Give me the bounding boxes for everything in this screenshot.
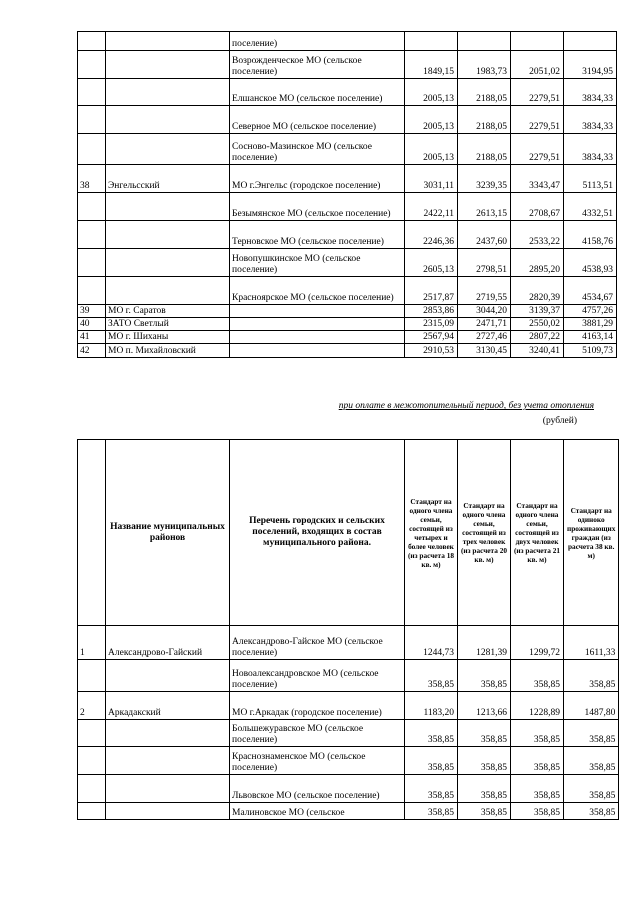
header-standard-four: Стандарт на одного члена семьи, состоящей из четырех и более человек (из расчета 18 кв. м) bbox=[405, 440, 458, 626]
header-standard-three: Стандарт на одного члена семьи, состоящей из трех человек (из расчета 20 кв. м) bbox=[458, 440, 511, 626]
district-name bbox=[106, 747, 230, 775]
standard-three-value: 358,85 bbox=[458, 720, 511, 747]
standard-four-value: 2315,09 bbox=[405, 318, 458, 331]
row-number bbox=[78, 32, 106, 51]
standard-two-value bbox=[511, 32, 564, 51]
standard-two-value: 3343,47 bbox=[511, 165, 564, 193]
standards-table-heated bbox=[77, 31, 617, 358]
table-row bbox=[78, 193, 617, 221]
standard-four-value: 1183,20 bbox=[405, 692, 458, 720]
standard-four-value: 2005,13 bbox=[405, 106, 458, 134]
standard-four-value: 2853,86 bbox=[405, 305, 458, 318]
table-row bbox=[78, 32, 617, 51]
settlement-name: Малиновское МО (сельское bbox=[230, 803, 405, 820]
standard-four-value: 2005,13 bbox=[405, 134, 458, 165]
settlement-name bbox=[230, 305, 405, 318]
table-row bbox=[78, 318, 617, 331]
settlement-name bbox=[230, 318, 405, 331]
table-row bbox=[78, 775, 619, 803]
standard-two-value: 2279,51 bbox=[511, 134, 564, 165]
standard-three-value: 3239,35 bbox=[458, 165, 511, 193]
settlement-name bbox=[230, 331, 405, 344]
table-row bbox=[78, 221, 617, 249]
table-row bbox=[78, 165, 617, 193]
standard-two-value: 2533,22 bbox=[511, 221, 564, 249]
standard-four-value: 358,85 bbox=[405, 720, 458, 747]
row-number: 2 bbox=[78, 692, 106, 720]
settlement-name: Новопушкинское МО (сельское поселение) bbox=[230, 249, 405, 277]
settlement-name: Краснознаменское МО (сельское поселение) bbox=[230, 747, 405, 775]
settlement-name: Сосново-Мазинское МО (сельское поселение) bbox=[230, 134, 405, 165]
settlement-name: Безымянское МО (сельское поселение) bbox=[230, 193, 405, 221]
row-number bbox=[78, 134, 106, 165]
table-row bbox=[78, 106, 617, 134]
table-row bbox=[78, 134, 617, 165]
standard-single-value: 5109,73 bbox=[564, 344, 617, 358]
header-settlements: Перечень городских и сельских поселений, входящих в состав муниципального района. bbox=[230, 440, 405, 626]
table-row bbox=[78, 720, 619, 747]
header-number bbox=[78, 440, 106, 626]
standard-single-value: 4538,93 bbox=[564, 249, 617, 277]
district-name bbox=[106, 221, 230, 249]
standard-two-value: 2708,67 bbox=[511, 193, 564, 221]
standard-four-value: 2605,13 bbox=[405, 249, 458, 277]
settlement-name: Большежуравское МО (сельское поселение) bbox=[230, 720, 405, 747]
standard-two-value: 2550,02 bbox=[511, 318, 564, 331]
standard-single-value: 1487,80 bbox=[564, 692, 619, 720]
district-name: МО п. Михайловский bbox=[106, 344, 230, 358]
district-name: ЗАТО Светлый bbox=[106, 318, 230, 331]
standard-single-value: 4163,14 bbox=[564, 331, 617, 344]
standard-two-value: 2051,02 bbox=[511, 51, 564, 79]
standard-two-value: 358,85 bbox=[511, 775, 564, 803]
header-standard-single: Стандарт на одиноко проживающих граждан (из расчета 38 кв. м) bbox=[564, 440, 619, 626]
standard-three-value: 358,85 bbox=[458, 803, 511, 820]
table-row bbox=[78, 277, 617, 305]
standard-single-value bbox=[564, 32, 617, 51]
district-name bbox=[106, 277, 230, 305]
district-name bbox=[106, 134, 230, 165]
district-name: Энгельсский bbox=[106, 165, 230, 193]
standard-four-value: 2910,53 bbox=[405, 344, 458, 358]
standard-three-value: 1213,66 bbox=[458, 692, 511, 720]
district-name bbox=[106, 79, 230, 106]
standard-three-value: 358,85 bbox=[458, 747, 511, 775]
standard-two-value: 2895,20 bbox=[511, 249, 564, 277]
row-number: 38 bbox=[78, 165, 106, 193]
standard-two-value: 2807,22 bbox=[511, 331, 564, 344]
settlement-name: поселение) bbox=[230, 32, 405, 51]
standard-four-value: 358,85 bbox=[405, 803, 458, 820]
district-name bbox=[106, 51, 230, 79]
table1-body bbox=[78, 32, 617, 358]
district-name bbox=[106, 106, 230, 134]
row-number: 1 bbox=[78, 626, 106, 660]
standard-four-value: 2517,87 bbox=[405, 277, 458, 305]
standard-single-value: 5113,51 bbox=[564, 165, 617, 193]
table2-body bbox=[78, 626, 619, 820]
row-number: 40 bbox=[78, 318, 106, 331]
standard-single-value: 3834,33 bbox=[564, 79, 617, 106]
table-row bbox=[78, 747, 619, 775]
standard-single-value: 358,85 bbox=[564, 775, 619, 803]
standard-three-value: 2471,71 bbox=[458, 318, 511, 331]
standard-two-value: 358,85 bbox=[511, 803, 564, 820]
row-number bbox=[78, 51, 106, 79]
settlement-name: Северное МО (сельское поселение) bbox=[230, 106, 405, 134]
district-name bbox=[106, 660, 230, 692]
row-number: 42 bbox=[78, 344, 106, 358]
standard-three-value: 3130,45 bbox=[458, 344, 511, 358]
standard-two-value: 358,85 bbox=[511, 747, 564, 775]
table-row bbox=[78, 79, 617, 106]
table-row bbox=[78, 344, 617, 358]
table-row bbox=[78, 51, 617, 79]
currency-unit: (рублей) bbox=[542, 416, 577, 426]
row-number bbox=[78, 660, 106, 692]
standard-two-value: 1299,72 bbox=[511, 626, 564, 660]
standard-three-value: 2188,05 bbox=[458, 79, 511, 106]
district-name: Александрово-Гайский bbox=[106, 626, 230, 660]
standard-four-value: 2246,36 bbox=[405, 221, 458, 249]
row-number bbox=[78, 193, 106, 221]
standard-single-value: 3881,29 bbox=[564, 318, 617, 331]
table-row bbox=[78, 692, 619, 720]
standard-three-value: 358,85 bbox=[458, 775, 511, 803]
settlement-name: Краснoярское МО (сельское поселение) bbox=[230, 277, 405, 305]
standard-three-value: 2613,15 bbox=[458, 193, 511, 221]
standard-four-value: 3031,11 bbox=[405, 165, 458, 193]
district-name: Аркадакский bbox=[106, 692, 230, 720]
header-standard-two: Стандарт на одного члена семьи, состоящей из двух человек (из расчета 21 кв. м) bbox=[511, 440, 564, 626]
district-name bbox=[106, 775, 230, 803]
table-row bbox=[78, 660, 619, 692]
settlement-name: Возрожденческое МО (сельское поселение) bbox=[230, 51, 405, 79]
district-name: МО г. Шиханы bbox=[106, 331, 230, 344]
table-row bbox=[78, 626, 619, 660]
standard-four-value: 2005,13 bbox=[405, 79, 458, 106]
period-note: при оплате в межотопительный период, без учета отопления bbox=[338, 401, 594, 411]
row-number bbox=[78, 249, 106, 277]
standard-four-value: 2422,11 bbox=[405, 193, 458, 221]
table-row bbox=[78, 331, 617, 344]
district-name: МО г. Саратов bbox=[106, 305, 230, 318]
settlement-name: Александрово-Гайское МО (сельское поселение) bbox=[230, 626, 405, 660]
table2-header-row bbox=[78, 440, 619, 626]
standard-three-value: 2719,55 bbox=[458, 277, 511, 305]
standard-four-value bbox=[405, 32, 458, 51]
standard-four-value: 1244,73 bbox=[405, 626, 458, 660]
standard-three-value: 358,85 bbox=[458, 660, 511, 692]
standard-single-value: 358,85 bbox=[564, 720, 619, 747]
standard-three-value: 2727,46 bbox=[458, 331, 511, 344]
standard-two-value: 3240,41 bbox=[511, 344, 564, 358]
standard-single-value: 4158,76 bbox=[564, 221, 617, 249]
standard-two-value: 2820,39 bbox=[511, 277, 564, 305]
standard-two-value: 1228,89 bbox=[511, 692, 564, 720]
standard-three-value: 2437,60 bbox=[458, 221, 511, 249]
header-district: Название муниципальных районов bbox=[106, 440, 230, 626]
settlement-name: Елшанское МО (сельское поселение) bbox=[230, 79, 405, 106]
row-number bbox=[78, 775, 106, 803]
standard-single-value: 3194,95 bbox=[564, 51, 617, 79]
row-number bbox=[78, 79, 106, 106]
standard-single-value: 358,85 bbox=[564, 803, 619, 820]
standard-single-value: 358,85 bbox=[564, 747, 619, 775]
standard-single-value: 1611,33 bbox=[564, 626, 619, 660]
row-number bbox=[78, 106, 106, 134]
standard-three-value: 2798,51 bbox=[458, 249, 511, 277]
row-number: 39 bbox=[78, 305, 106, 318]
settlement-name: Новоалександровское МО (сельское поселение) bbox=[230, 660, 405, 692]
standard-four-value: 2567,94 bbox=[405, 331, 458, 344]
district-name bbox=[106, 249, 230, 277]
standard-four-value: 358,85 bbox=[405, 660, 458, 692]
standard-four-value: 1849,15 bbox=[405, 51, 458, 79]
standard-two-value: 3139,37 bbox=[511, 305, 564, 318]
standard-two-value: 358,85 bbox=[511, 720, 564, 747]
district-name bbox=[106, 803, 230, 820]
table-row bbox=[78, 803, 619, 820]
standard-three-value: 1281,39 bbox=[458, 626, 511, 660]
standard-four-value: 358,85 bbox=[405, 747, 458, 775]
standard-two-value: 2279,51 bbox=[511, 106, 564, 134]
standard-four-value: 358,85 bbox=[405, 775, 458, 803]
standard-single-value: 4534,67 bbox=[564, 277, 617, 305]
settlement-name: Терновское МО (сельское поселение) bbox=[230, 221, 405, 249]
settlement-name: Львовское МО (сельское поселение) bbox=[230, 775, 405, 803]
row-number bbox=[78, 221, 106, 249]
settlement-name bbox=[230, 344, 405, 358]
standard-three-value: 2188,05 bbox=[458, 106, 511, 134]
standard-three-value: 2188,05 bbox=[458, 134, 511, 165]
row-number bbox=[78, 747, 106, 775]
settlement-name: МО г.Энгельс (городское поселение) bbox=[230, 165, 405, 193]
standard-single-value: 358,85 bbox=[564, 660, 619, 692]
row-number bbox=[78, 720, 106, 747]
table-row bbox=[78, 305, 617, 318]
standard-two-value: 2279,51 bbox=[511, 79, 564, 106]
standard-single-value: 4757,26 bbox=[564, 305, 617, 318]
row-number bbox=[78, 277, 106, 305]
standards-table-non-heating bbox=[77, 439, 619, 820]
standard-three-value bbox=[458, 32, 511, 51]
standard-single-value: 3834,33 bbox=[564, 134, 617, 165]
row-number bbox=[78, 803, 106, 820]
standard-two-value: 358,85 bbox=[511, 660, 564, 692]
district-name bbox=[106, 193, 230, 221]
standard-single-value: 3834,33 bbox=[564, 106, 617, 134]
table-row bbox=[78, 249, 617, 277]
standard-three-value: 1983,73 bbox=[458, 51, 511, 79]
standard-three-value: 3044,20 bbox=[458, 305, 511, 318]
district-name bbox=[106, 720, 230, 747]
standard-single-value: 4332,51 bbox=[564, 193, 617, 221]
settlement-name: МО г.Аркадак (городское поселение) bbox=[230, 692, 405, 720]
row-number: 41 bbox=[78, 331, 106, 344]
district-name bbox=[106, 32, 230, 51]
